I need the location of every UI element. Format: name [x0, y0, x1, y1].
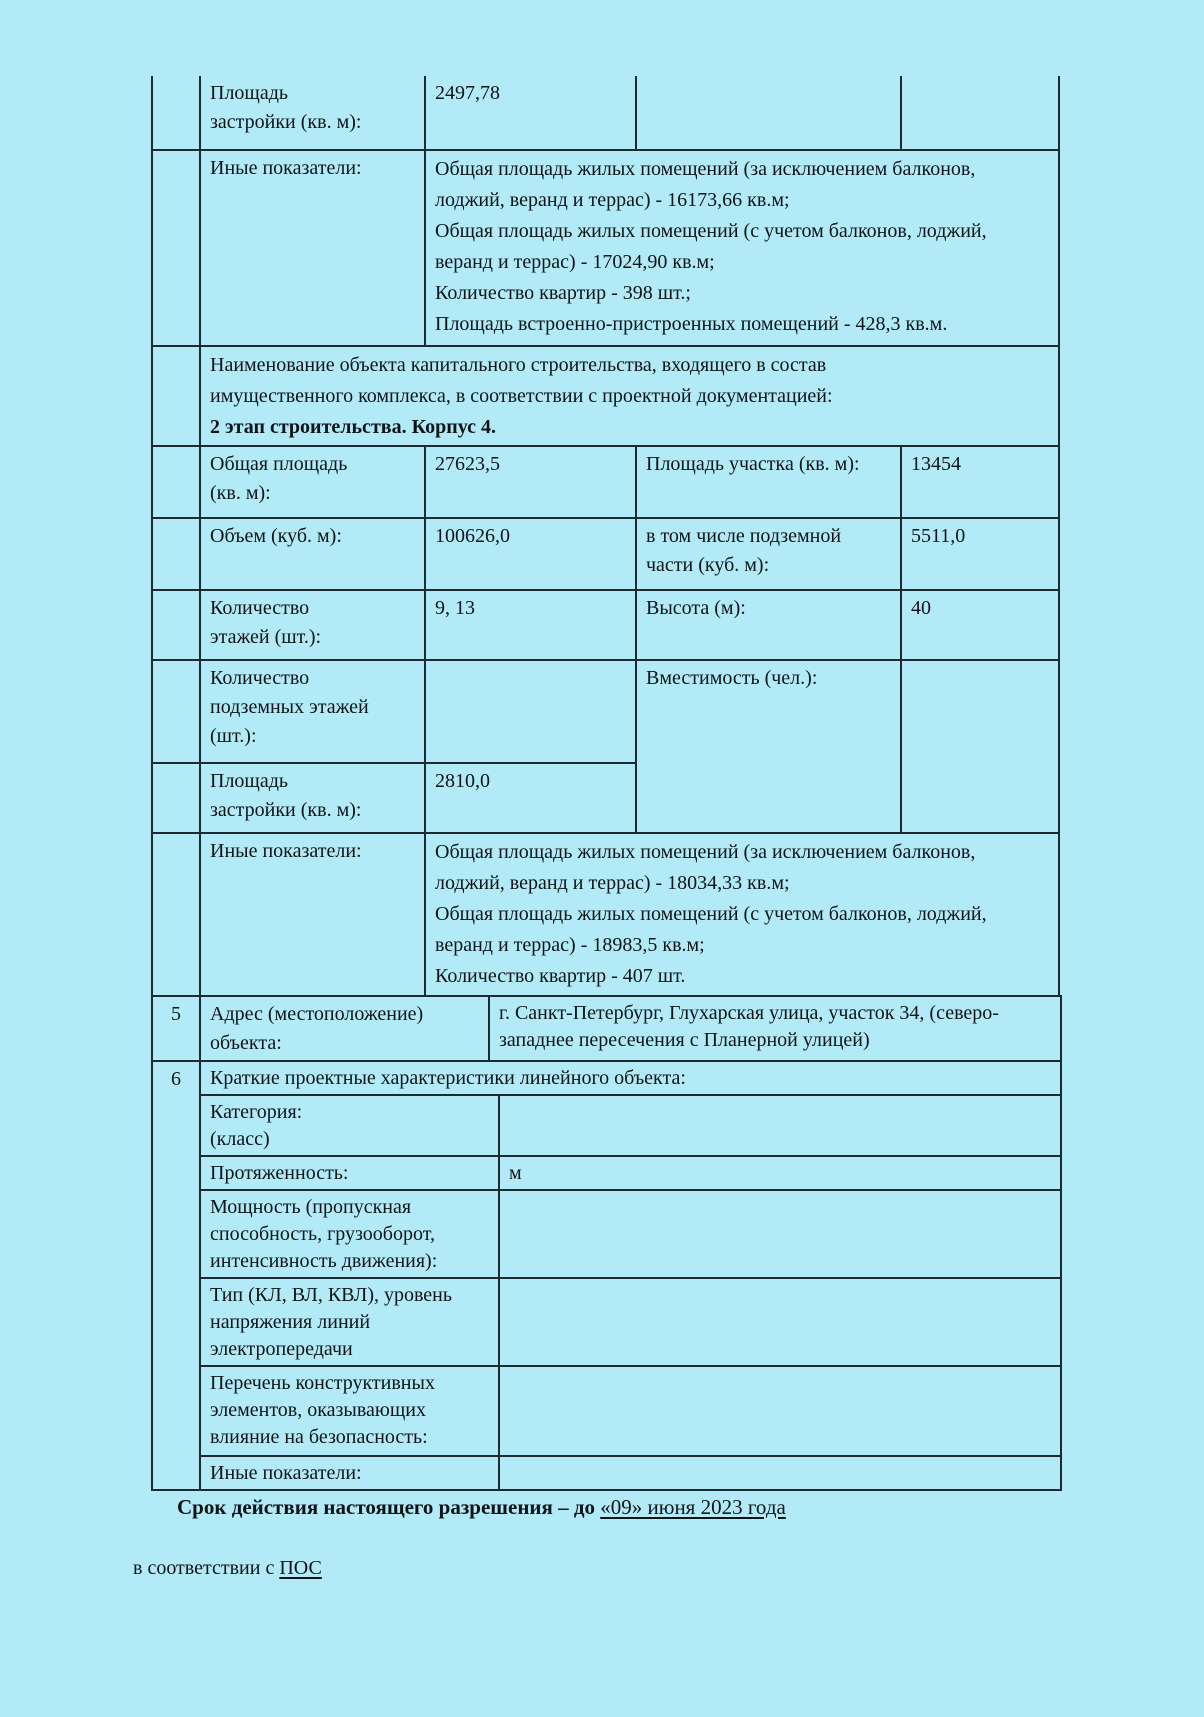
- floors-value: 9, 13: [425, 590, 636, 660]
- height-value: 40: [901, 590, 1059, 660]
- row-number-5: 5: [152, 996, 200, 1061]
- validity-period-text: Срок действия настоящего разрешения – до: [177, 1495, 596, 1519]
- accordance-text: в соответствии с: [133, 1557, 275, 1579]
- line-type-value: [499, 1278, 1061, 1366]
- row-floors: [152, 590, 1059, 660]
- row-linear-other: [152, 1456, 1061, 1490]
- underground-floors-value: [425, 660, 636, 763]
- line-type-label: Тип (КЛ, ВЛ, КВЛ), уровень напряжения линий электропередачи: [200, 1278, 499, 1366]
- row-structural-elements: [152, 1366, 1061, 1456]
- linear-object-table: [151, 1060, 1062, 1491]
- address-value: г. Санкт-Петербург, Глухарская улица, участок 34, (северо- западнее пересечения с Планерной улицей): [489, 996, 1061, 1061]
- structural-elements-value: [499, 1366, 1061, 1456]
- floors-label: Количество этажей (шт.):: [200, 590, 425, 660]
- row-number-6: 6: [152, 1061, 200, 1490]
- row-other-indicators-k3: [152, 150, 1059, 346]
- address-row-table: [151, 995, 1062, 1062]
- build-area-k4-value: 2810,0: [425, 763, 636, 833]
- volume-value: 100626,0: [425, 518, 636, 590]
- row-length: [152, 1156, 1061, 1190]
- linear-other-label: Иные показатели:: [200, 1456, 499, 1490]
- empty-cell: [901, 76, 1059, 150]
- row-category: [152, 1095, 1061, 1156]
- other-indicators-value: Общая площадь жилых помещений (за исключением балконов, лоджий, веранд и террас) - 16173,66 кв.м; Общая площадь жилых помещений (с учетом балконов, лоджий, веранд и террас) - 17024,90 кв.м; Количество квартир - 398 шт.; Площадь встроенно-пристроенных помещений - 428,3 кв.м.: [425, 150, 1059, 346]
- number-cell: [152, 76, 200, 150]
- validity-period-line: [177, 1492, 786, 1522]
- number-cell: [152, 763, 200, 833]
- total-area-label: Общая площадь (кв. м):: [200, 446, 425, 518]
- number-cell: [152, 518, 200, 590]
- row-underground-floors: [152, 660, 1059, 763]
- permit-table: [151, 76, 1060, 1491]
- other-indicators-label: Иные показатели:: [200, 150, 425, 346]
- linear-other-value: [499, 1456, 1061, 1490]
- length-label: Протяженность:: [200, 1156, 499, 1190]
- number-cell: [152, 660, 200, 763]
- power-value: [499, 1190, 1061, 1278]
- other-indicators-k4-value: Общая площадь жилых помещений (за исключением балконов, лоджий, веранд и террас) - 18034,33 кв.м; Общая площадь жилых помещений (с учетом балконов, лоджий, веранд и террас) - 18983,5 кв.м; Количество квартир - 407 шт.: [425, 833, 1059, 996]
- number-cell: [152, 833, 200, 996]
- row-object-name: [152, 346, 1059, 446]
- volume-label: Объем (куб. м):: [200, 518, 425, 590]
- number-cell: [152, 446, 200, 518]
- address-label: Адрес (местоположение) объекта:: [200, 996, 489, 1061]
- row-volume: [152, 518, 1059, 590]
- capacity-label: Вместимость (чел.):: [636, 660, 901, 833]
- other-indicators-k4-label: Иные показатели:: [200, 833, 425, 996]
- row-total-area: [152, 446, 1059, 518]
- object-characteristics-table: [151, 76, 1060, 997]
- total-area-value: 27623,5: [425, 446, 636, 518]
- build-area-k4-label: Площадь застройки (кв. м):: [200, 763, 425, 833]
- number-cell: [152, 346, 200, 446]
- row-power: [152, 1190, 1061, 1278]
- row-line-type: [152, 1278, 1061, 1366]
- row-linear-header: [152, 1061, 1061, 1095]
- object-name-stage: 2 этап строительства. Корпус 4.: [210, 416, 496, 438]
- power-label: Мощность (пропускная способность, грузооборот, интенсивность движения):: [200, 1190, 499, 1278]
- object-name-intro: Наименование объекта капитального строительства, входящего в состав имущественного комплекса, в соответствии с проектной документацией:: [210, 354, 833, 407]
- height-label: Высота (м):: [636, 590, 901, 660]
- linear-header-label: Краткие проектные характеристики линейного объекта:: [200, 1061, 1061, 1095]
- empty-cell: [636, 76, 901, 150]
- length-value: м: [499, 1156, 1061, 1190]
- underground-floors-label: Количество подземных этажей (шт.):: [200, 660, 425, 763]
- plot-area-label: Площадь участка (кв. м):: [636, 446, 901, 518]
- object-name-text: [200, 346, 1059, 446]
- build-area-label: Площадь застройки (кв. м):: [200, 76, 425, 150]
- accordance-pos: ПОС: [279, 1557, 322, 1579]
- underground-volume-label: в том числе подземной части (куб. м):: [636, 518, 901, 590]
- category-value: [499, 1095, 1061, 1156]
- row-address: [152, 996, 1061, 1061]
- number-cell: [152, 590, 200, 660]
- build-area-value: 2497,78: [425, 76, 636, 150]
- validity-date: «09» июня 2023 года: [600, 1495, 786, 1519]
- structural-elements-label: Перечень конструктивных элементов, оказывающих влияние на безопасность:: [200, 1366, 499, 1456]
- row-other-indicators-k4: [152, 833, 1059, 996]
- plot-area-value: 13454: [901, 446, 1059, 518]
- capacity-value: [901, 660, 1059, 833]
- underground-volume-value: 5511,0: [901, 518, 1059, 590]
- row-build-area-k3: [152, 76, 1059, 150]
- number-cell: [152, 150, 200, 346]
- category-label: Категория: (класс): [200, 1095, 499, 1156]
- accordance-line: [133, 1553, 322, 1583]
